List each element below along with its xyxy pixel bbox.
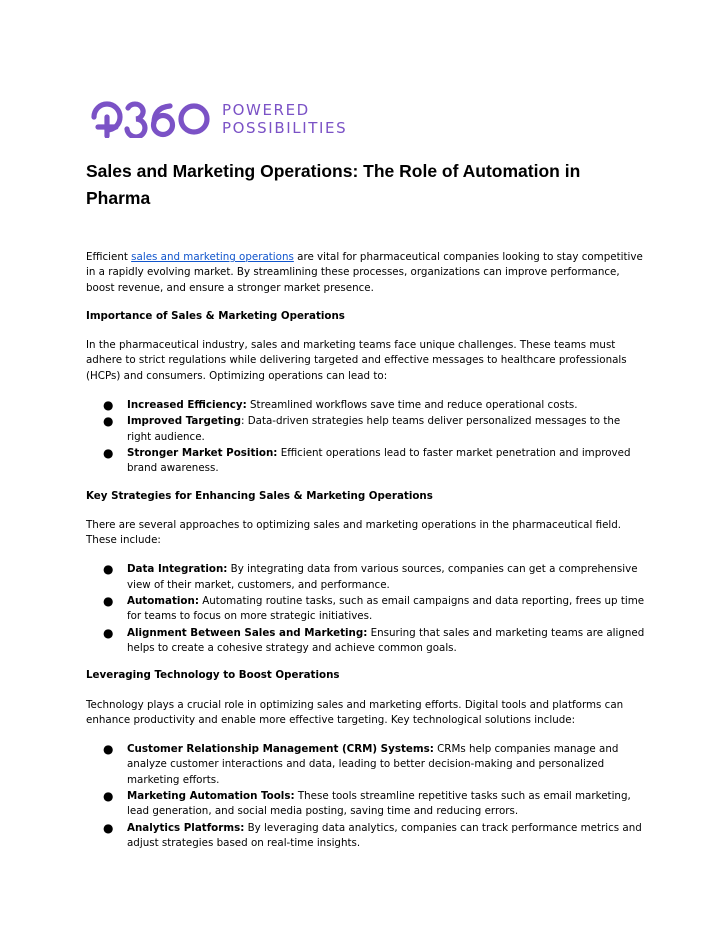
intro-prefix: Efficient [86,251,132,263]
list-item [86,742,646,788]
bullet-icon: ● [103,625,114,640]
list-item-term: Customer Relationship Management (CRM) Systems: [127,743,434,756]
list-item-term: Improved Targeting [127,415,241,428]
section-heading-importance: Importance of Sales & Marketing Operations [86,309,345,322]
list-item [86,594,646,625]
section-heading-technology: Leveraging Technology to Boost Operations [86,669,340,682]
bullet-icon: ● [103,789,114,804]
logo-tagline-line1: POWERED [222,101,310,119]
list-item-term: Increased Efficiency: [127,399,247,412]
list-item-term: Analytics Platforms: [127,821,245,834]
list-item [86,398,646,413]
section-paragraph-strategies: There are several approaches to optimizing sales and marketing operations in the pharmaceutical field. These include: [86,518,622,547]
bullet-icon: ● [103,414,114,429]
list-item-term: Alignment Between Sales and Marketing: [127,626,368,639]
list-item-text: By leveraging data analytics, companies can track performance metrics and adjust strategies based on real-time insights. [127,821,642,849]
sales-marketing-operations-link[interactable]: sales and marketing operations [131,251,294,263]
list-item-text: These tools streamline repetitive tasks such as email marketing, lead generation, and social media posting, saving time and reducing errors. [127,790,631,818]
intro-suffix: are vital for pharmaceutical companies looking to stay competitive in a rapidly evolving market. By streamlining these processes, organizations can improve performance, boost revenue, and ensure a stronger market presence. [86,251,643,294]
list-item-text: Streamlined workflows save time and reduce operational costs. [246,399,578,412]
bullet-icon: ● [103,594,114,609]
bullet-icon: ● [103,820,114,835]
list-item-text: Ensuring that sales and marketing teams are aligned helps to create a cohesive strategy and achieve common goals. [127,626,645,654]
bullet-list-importance [86,398,646,476]
list-item [86,821,646,852]
section-paragraph-importance: In the pharmaceutical industry, sales and marketing teams face unique challenges. These teams must adhere to strict regulations while delivering targeted and effective messages to healthcare professionals (HCPs) and consumers. Optimizing operations can lead to: [86,339,627,382]
bullet-list-technology [86,742,646,851]
list-item-text: CRMs help companies manage and analyze customer interactions and data, leading to better decision-making and personalized marketing efforts. [127,743,619,786]
section-paragraph-technology: Technology plays a crucial role in optimizing sales and marketing efforts. Digital tools and platforms can enhance productivity and enable more effective targeting. Key technological solutions include: [86,698,624,726]
list-item-term: Data Integration: [127,563,228,576]
list-item [86,562,646,593]
list-item-text: : Data-driven strategies help teams deliver personalized messages to the right audience. [127,415,621,443]
list-item-term: Automation: [127,595,199,608]
bullet-icon: ● [103,562,114,577]
bullet-list-strategies [86,562,646,656]
list-item-text: Efficient operations lead to faster market penetration and improved brand awareness. [127,446,631,475]
list-item [86,626,646,657]
list-item [86,414,646,445]
article-body [86,250,646,863]
intro-paragraph [86,250,646,296]
page-title: Sales and Marketing Operations: The Role of Automation in Pharma [86,161,581,208]
bullet-icon: ● [103,398,114,413]
logo-tagline-line2: POSSIBILITIES [222,119,348,137]
section-heading-strategies: Key Strategies for Enhancing Sales & Marketing Operations [86,489,433,502]
list-item [86,446,646,477]
p360-logo-mark [88,100,210,138]
company-logo [88,100,347,138]
bullet-icon: ● [103,445,114,460]
list-item-text: Automating routine tasks, such as email campaigns and data reporting, frees up time for teams to focus on more strategic initiatives. [127,595,645,623]
list-item-term: Marketing Automation Tools: [127,790,295,803]
bullet-icon: ● [103,742,114,757]
list-item [86,789,646,820]
list-item-term: Stronger Market Position: [127,446,278,459]
logo-tagline [222,101,347,137]
list-item-text: By integrating data from various sources, companies can get a comprehensive view of their market, customers, and performance. [127,563,638,591]
